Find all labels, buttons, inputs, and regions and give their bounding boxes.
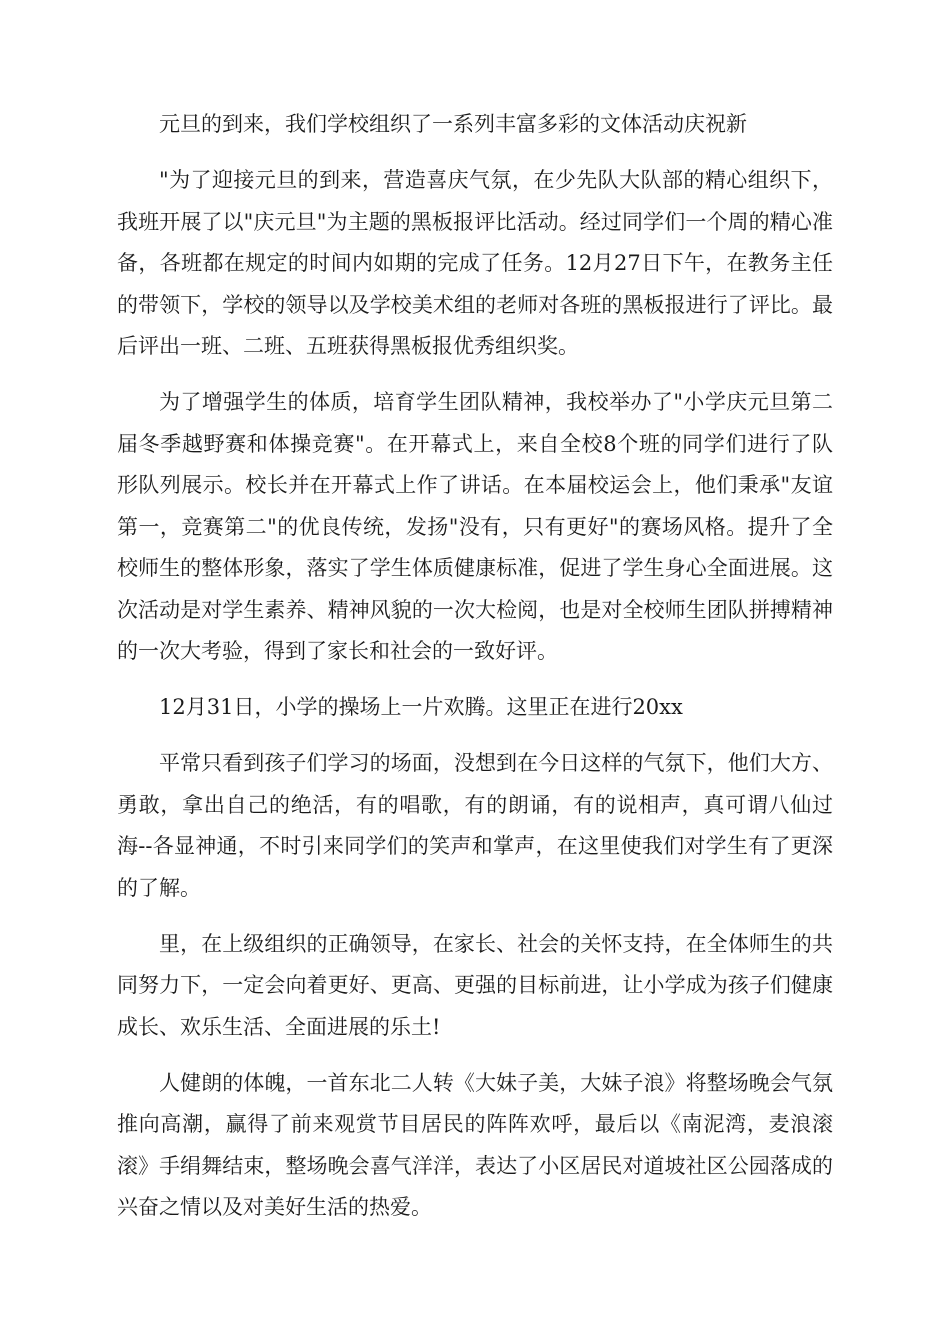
- paragraph-7: 人健朗的体魄，一首东北二人转《大妹子美，大妹子浪》将整场晚会气氛推向高潮，赢得了前来观赏节目居民的阵阵欢呼，最后以《南泥湾，麦浪滚滚》手绢舞结束，整场晚会喜气洋洋，表达了小区居民对道坡社区公园落成的兴奋之情以及对美好生活的热爱。: [117, 1070, 833, 1219]
- paragraph-5: 平常只看到孩子们学习的场面，没想到在今日这样的气氛下，他们大方、勇敢，拿出自己的绝活，有的唱歌，有的朗诵，有的说相声，真可谓八仙过海--各显神通，不时引来同学们的笑声和掌声，在这里使我们对学生有了更深的了解。: [117, 751, 833, 900]
- paragraph-1: 元旦的到来，我们学校组织了一系列丰富多彩的文体活动庆祝新: [159, 112, 747, 136]
- paragraph-2: "为了迎接元旦的到来，营造喜庆气氛，在少先队大队部的精心组织下，我班开展了以"庆元旦"为主题的黑板报评比活动。经过同学们一个周的精心准备，各班都在规定的时间内如期的完成了任务。12月27日下午，在教务主任的带领下，学校的领导以及学校美术组的老师对各班的黑板报进行了评比。最后评出一班、二班、五班获得黑板报优秀组织奖。: [117, 168, 833, 358]
- document-body: [117, 104, 833, 1243]
- paragraph-4: 12月31日，小学的操场上一片欢腾。这里正在进行20xx: [159, 695, 683, 719]
- paragraph-6: 里，在上级组织的正确领导，在家长、社会的关怀支持，在全体师生的共同努力下，一定会向着更好、更高、更强的目标前进，让小学成为孩子们健康成长、欢乐生活、全面进展的乐土!: [117, 931, 833, 1039]
- paragraph-3: 为了增强学生的体质，培育学生团队精神，我校举办了"小学庆元旦第二届冬季越野赛和体操竞赛"。在开幕式上，来自全校8个班的同学们进行了队形队列展示。校长并在开幕式上作了讲话。在本届校运会上，他们秉承"友谊第一，竞赛第二"的优良传统，发扬"没有，只有更好"的赛场风格。提升了全校师生的整体形象，落实了学生体质健康标准，促进了学生身心全面进展。这次活动是对学生素养、精神风貌的一次大检阅，也是对全校师生团队拼搏精神的一次大考验，得到了家长和社会的一致好评。: [117, 390, 833, 663]
